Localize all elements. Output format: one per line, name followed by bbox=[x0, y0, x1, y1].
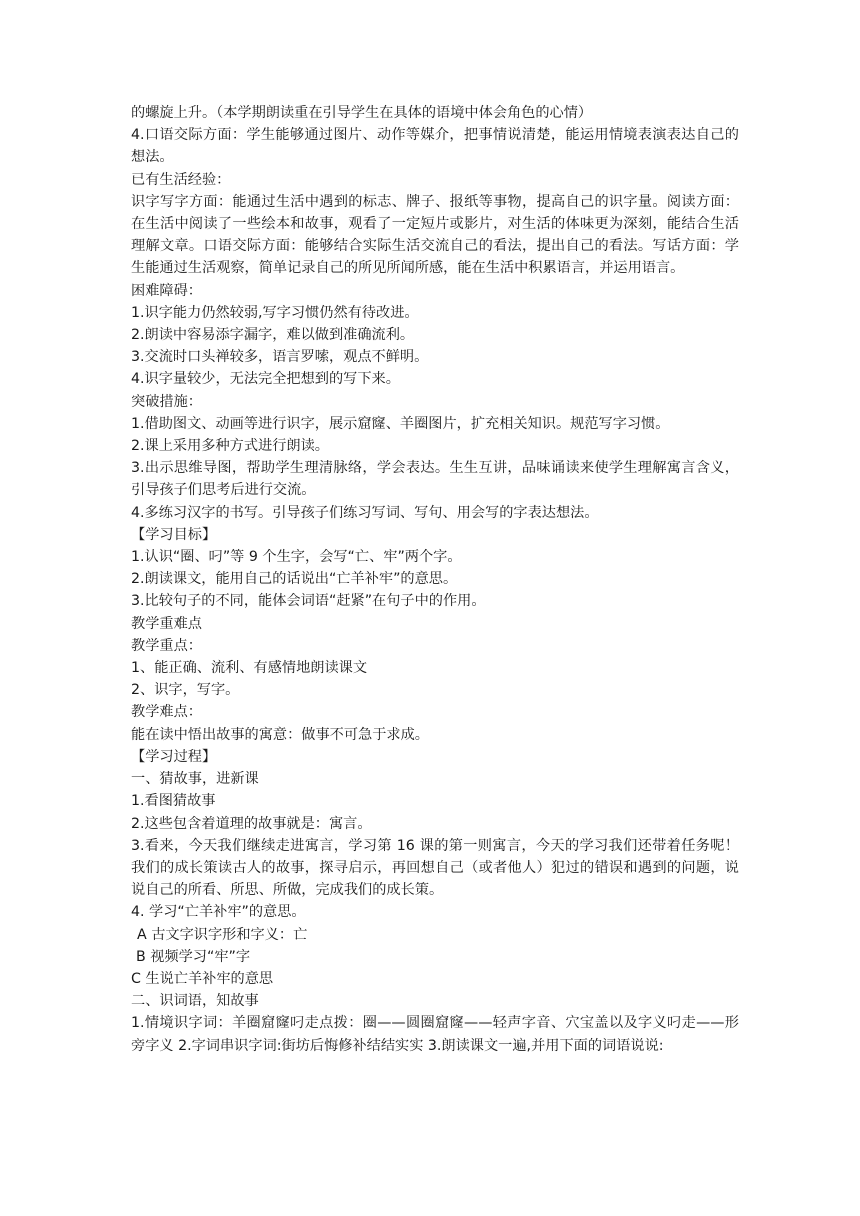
section-heading: 一、猜故事，进新课 bbox=[131, 771, 259, 788]
list-item: 4.识字量较少，无法完全把想到的写下来。 bbox=[131, 371, 400, 388]
list-item: 3.看来，今天我们继续走进寓言，学习第 16 课的第一则寓言，今天的学习我们还带着任务呢！我们的成长策读古人的故事，探寻启示，再回想自己（或者他人）犯过的错误和遇到的问题，说说自己的所看、所思、所做，完成我们的成长策。 bbox=[131, 837, 739, 899]
list-item: 1.借助图文、动画等进行识字，展示窟窿、羊圈图片，扩充相关知识。规范写字习惯。 bbox=[131, 415, 670, 432]
list-item: 1.识字能力仍然较弱,写字习惯仍然有待改进。 bbox=[131, 304, 419, 321]
section-heading: 教学重点： bbox=[131, 637, 202, 654]
section-heading: 【学习过程】 bbox=[131, 748, 217, 765]
list-item: 2.朗读中容易添字漏字，难以做到准确流利。 bbox=[131, 327, 415, 344]
list-item: 2.朗读课文，能用自己的话说出“亡羊补牢”的意思。 bbox=[131, 571, 458, 588]
section-heading: 突破措施： bbox=[131, 393, 202, 410]
section-heading: 【学习目标】 bbox=[131, 526, 217, 543]
text-line: 能在读中悟出故事的寓意：做事不可急于求成。 bbox=[131, 726, 429, 743]
list-item: 1、能正确、流利、有感情地朗读课文 bbox=[131, 660, 368, 677]
list-item: 1.情境识字词：羊圈窟窿叼走点拨：圈——圆圈窟窿——轻声字音、穴宝盖以及字义叼走——形旁字义 2.字词串识字词:街坊后悔修补结结实实 3.朗读课文一遍,并用下面的词语说说: bbox=[131, 1015, 739, 1054]
text-line: 4.口语交际方面：学生能够通过图片、动作等媒介，把事情说清楚，能运用情境表演表达自己的想法。 bbox=[131, 127, 739, 166]
section-heading: 二、识词语，知故事 bbox=[131, 993, 259, 1010]
list-item: 1.认识“圈、叼”等 9 个生字，会写“亡、牢”两个字。 bbox=[131, 549, 462, 566]
list-item: 4. 学习“亡羊补牢”的意思。 bbox=[131, 904, 306, 921]
list-item: C 生说亡羊补牢的意思 bbox=[131, 970, 274, 987]
list-item: 3.交流时口头禅较多，语言罗嗦，观点不鲜明。 bbox=[131, 349, 429, 366]
text-paragraph: 识字写字方面：能通过生活中遇到的标志、牌子、报纸等事物，提高自己的识字量。阅读方面：在生活中阅读了一些绘本和故事，观看了一定短片或影片，对生活的体味更为深刻，能结合生活理解文章。口语交际方面：能够结合实际生活交流自己的看法，提出自己的看法。写话方面：学生能通过生活观察，简单记录自己的所见所闻所感，能在生活中积累语言，并运用语言。 bbox=[131, 193, 739, 277]
section-heading: 已有生活经验： bbox=[131, 171, 231, 188]
text-line: 的螺旋上升。（本学期朗读重在引导学生在具体的语境中体会角色的心情） bbox=[131, 105, 593, 121]
list-item: 1.看图猜故事 bbox=[131, 793, 216, 810]
section-heading: 困难障碍： bbox=[131, 282, 202, 299]
document-body bbox=[131, 102, 739, 1057]
section-heading: 教学难点： bbox=[131, 704, 202, 721]
list-item: A 古文字识字形和字义：亡 bbox=[137, 926, 308, 943]
section-heading: 教学重难点 bbox=[131, 615, 202, 632]
list-item: 2.课上采用多种方式进行朗读。 bbox=[131, 438, 329, 455]
list-item: 2、识字，写字。 bbox=[131, 682, 240, 699]
list-item: 3.出示思维导图，帮助学生理清脉络，学会表达。生生互讲，品味诵读来使学生理解寓言含义，引导孩子们思考后进行交流。 bbox=[131, 460, 739, 499]
list-item: 2.这些包含着道理的故事就是：寓言。 bbox=[131, 815, 372, 832]
list-item: B 视频学习“牢”字 bbox=[136, 948, 251, 965]
list-item: 4.多练习汉字的书写。引导孩子们练习写词、写句、用会写的字表达想法。 bbox=[131, 504, 599, 521]
list-item: 3.比较句子的不同，能体会词语“赶紧”在句子中的作用。 bbox=[131, 593, 486, 610]
